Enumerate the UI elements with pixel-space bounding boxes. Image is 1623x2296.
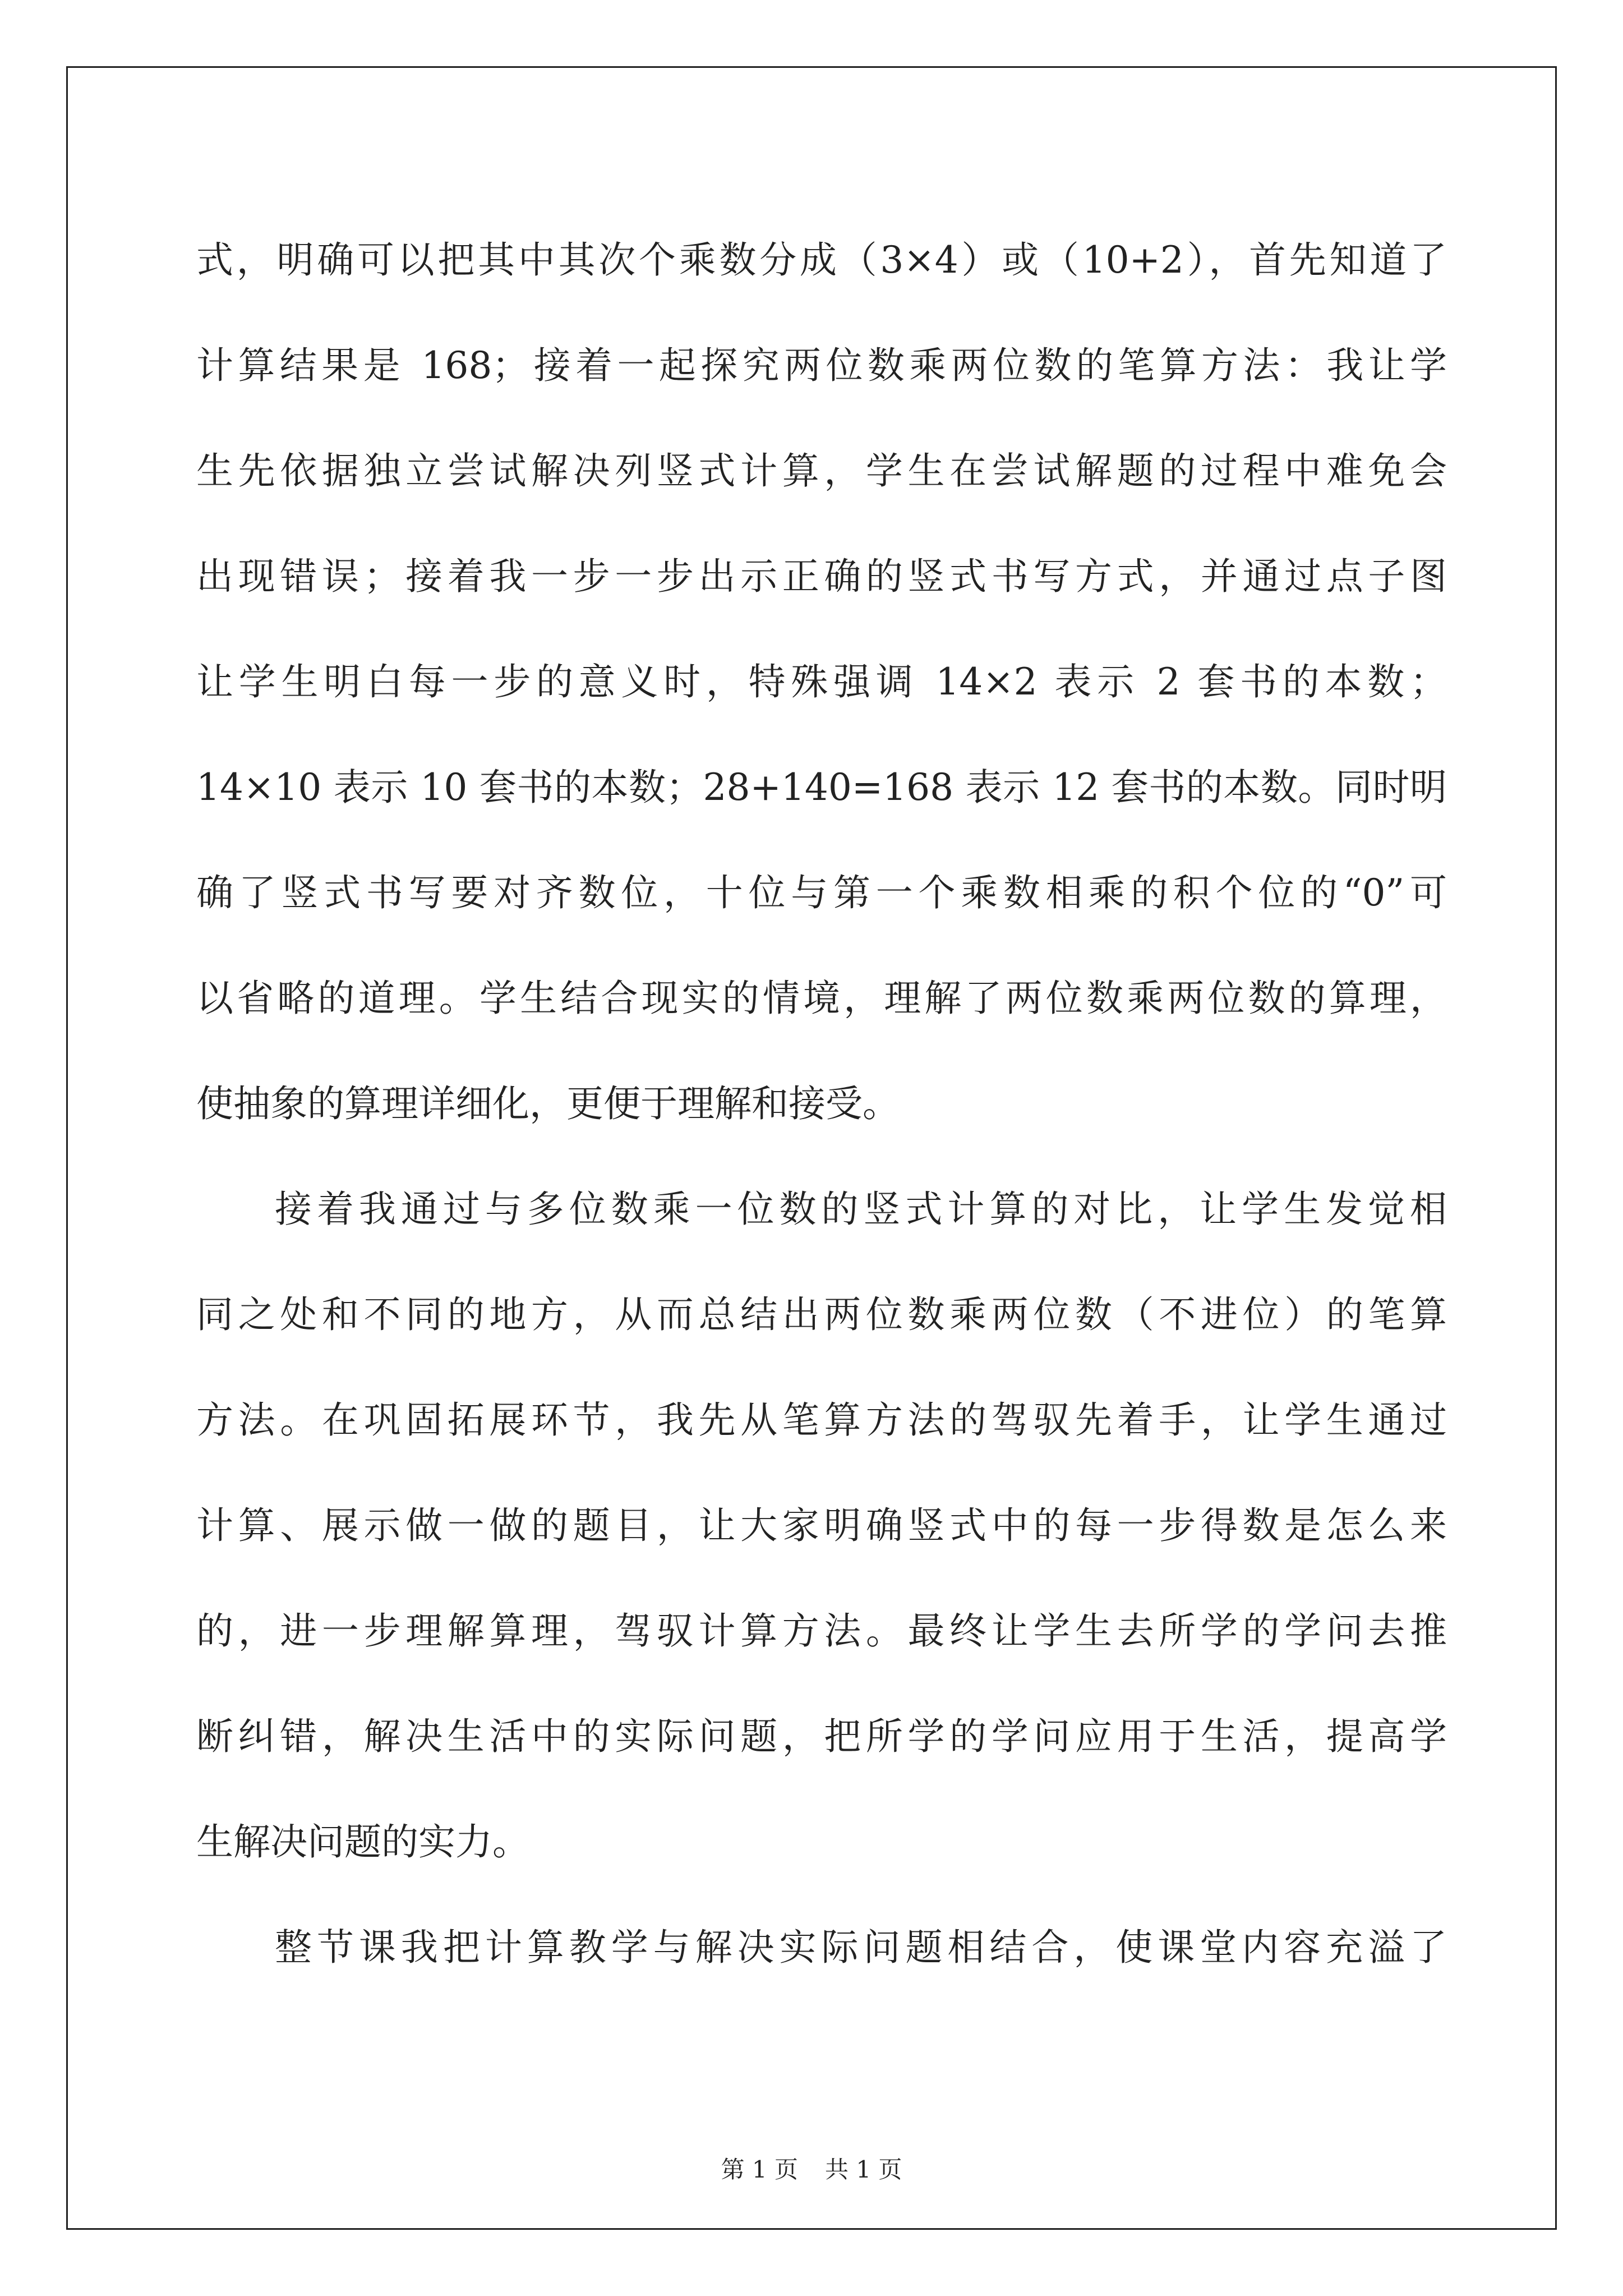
page-footer — [0, 2151, 1623, 2185]
text-line: 使抽象的算理详细化，更便于理解和接受。 — [196, 1082, 900, 1125]
text-line: 接着我通过与多位数乘一位数的竖式计算的对比，让学生发觉相 — [275, 1188, 1447, 1231]
paragraph-1 — [196, 208, 1447, 1157]
text-line: 同之处和不同的地方，从而总结出两位数乘两位数（不进位）的笔算 — [196, 1293, 1447, 1336]
document-body — [196, 208, 1447, 2000]
text-line: 的，进一步理解算理，驾驭计算方法。最终让学生去所学的学问去推 — [196, 1609, 1447, 1653]
text-line: 出现错误；接着我一步一步出示正确的竖式书写方式，并通过点子图 — [196, 555, 1447, 598]
text-line: 确了竖式书写要对齐数位，十位与第一个乘数相乘的积个位的“0”可 — [196, 871, 1447, 914]
text-line: 生先依据独立尝试解决列竖式计算，学生在尝试解题的过程中难免会 — [196, 449, 1447, 493]
text-line: 计算结果是 168；接着一起探究两位数乘两位数的笔算方法：我让学 — [196, 344, 1447, 387]
text-line: 生解决问题的实力。 — [196, 1820, 529, 1864]
text-line: 计算、展示做一做的题目，让大家明确竖式中的每一步得数是怎么来 — [196, 1504, 1447, 1547]
page-number: 第 1 页 — [721, 2156, 798, 2183]
text-line: 整节课我把计算教学与解决实际问题相结合，使课堂内容充溢了 — [275, 1926, 1447, 1969]
paragraph-3 — [196, 1895, 1447, 2000]
text-line: 14×10 表示 10 套书的本数；28+140=168 表示 12 套书的本数。同时明 — [196, 766, 1447, 809]
text-line: 式，明确可以把其中其次个乘数分成（3×4）或（10+2），首先知道了 — [196, 238, 1447, 282]
page-total: 共 1 页 — [825, 2156, 902, 2183]
text-line: 让学生明白每一步的意义时，特殊强调 14×2 表示 2 套书的本数； — [196, 660, 1447, 703]
text-line: 以省略的道理。学生结合现实的情境，理解了两位数乘两位数的算理， — [196, 977, 1447, 1020]
text-line: 断纠错，解决生活中的实际问题，把所学的学问应用于生活，提高学 — [196, 1715, 1447, 1758]
paragraph-2 — [196, 1157, 1447, 1895]
text-line: 方法。在巩固拓展环节，我先从笔算方法的驾驭先着手，让学生通过 — [196, 1398, 1447, 1442]
